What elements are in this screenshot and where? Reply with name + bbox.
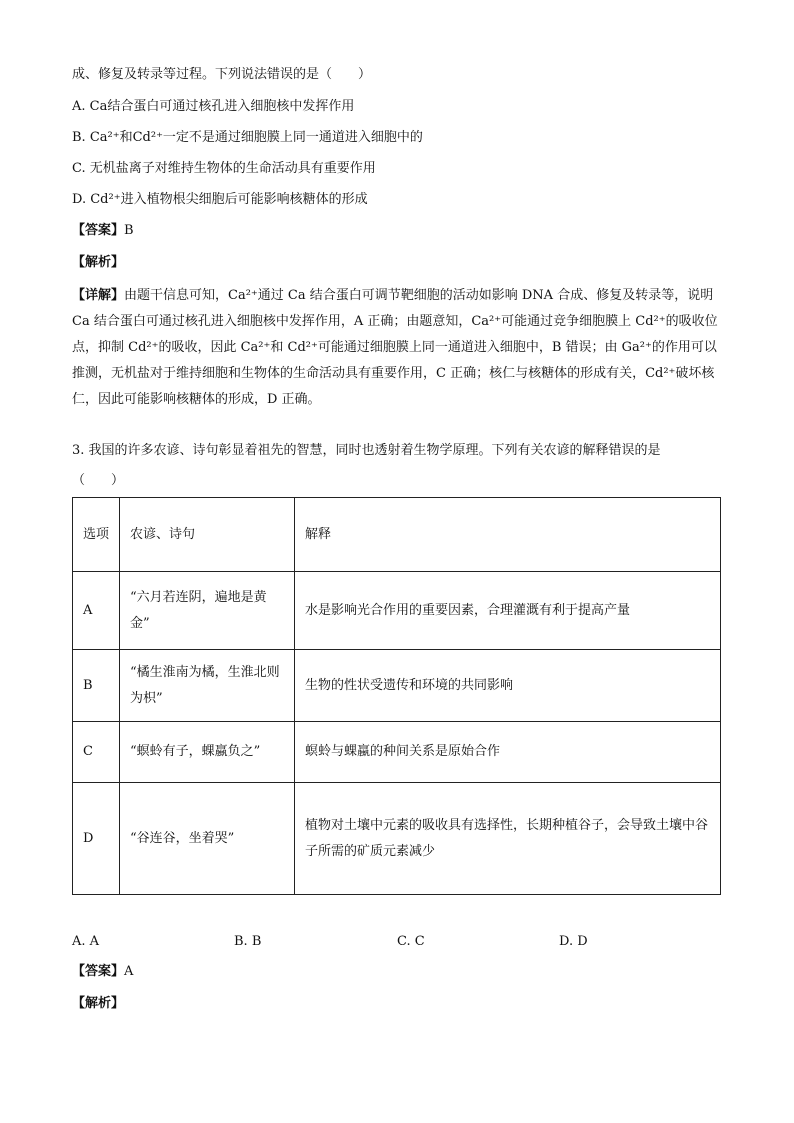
- answer-line: [72, 221, 134, 241]
- row-option: D: [73, 783, 120, 895]
- table-row: [73, 783, 721, 895]
- analysis-heading: [72, 253, 124, 273]
- row-proverb: “六月若连阴，遍地是黄金”: [120, 572, 295, 650]
- q3-answer-value: A: [124, 964, 134, 979]
- row-option: A: [73, 572, 120, 650]
- table-row: [73, 722, 721, 783]
- row-explanation: 水是影响光合作用的重要因素，合理灌溉有利于提高产量: [295, 572, 721, 650]
- row-proverb: “谷连谷，坐着哭”: [120, 783, 295, 895]
- detail-paragraph: [72, 283, 722, 413]
- row-explanation: 植物对土壤中元素的吸收具有选择性，长期种植谷子，会导致土壤中谷子所需的矿质元素减少: [295, 783, 721, 895]
- q3-option-a: A. A: [72, 934, 100, 949]
- question-3-paren: （ ）: [72, 473, 125, 488]
- option-b: B. Ca²⁺和Cd²⁺一定不是通过细胞膜上同一通道进入细胞中的: [72, 130, 423, 145]
- q3-answer-line: [72, 962, 133, 982]
- answer-tag: 【答案】: [72, 223, 125, 238]
- row-option: C: [73, 722, 120, 783]
- option-d: D. Cd²⁺进入植物根尖细胞后可能影响核糖体的形成: [72, 192, 368, 207]
- table-row: [73, 650, 721, 722]
- row-proverb: “螟蛉有子，蜾蠃负之”: [120, 722, 295, 783]
- q3-analysis-tag: 【解析】: [72, 996, 125, 1011]
- option-a: A. Ca结合蛋白可通过核孔进入细胞核中发挥作用: [72, 99, 355, 114]
- detail-text: 由题干信息可知，Ca²⁺通过 Ca 结合蛋白可调节靶细胞的活动如影响 DNA 合成、修复及转录等，说明 Ca 结合蛋白可通过核孔进入细胞核中发挥作用，A 正确；由题意知，Ca²⁺可能通过竞争细胞膜上 Cd²⁺的吸收位点，抑制 Cd²⁺的吸收，因此 Ca²⁺和 Cd²⁺可能通过细胞膜上同一通道进入细胞中，B 错误；由 Ga²⁺的作用可以推测，无机盐对于维持细胞和生物体的生命活动具有重要作用，C 正确；核仁与核糖体的形成有关，Cd²⁺破坏核仁，因此可能影响核糖体的形成，D 正确。: [72, 288, 718, 407]
- header-proverb: 农谚、诗句: [120, 498, 295, 572]
- option-c: C. 无机盐离子对维持生物体的生命活动具有重要作用: [72, 161, 376, 176]
- detail-tag: 【详解】: [72, 288, 125, 303]
- row-option: B: [73, 650, 120, 722]
- question-3-stem: 3. 我国的许多农谚、诗句彰显着祖先的智慧，同时也透射着生物学原理。下列有关农谚的解释错误的是: [72, 443, 661, 458]
- header-explanation: 解释: [295, 498, 721, 572]
- analysis-tag: 【解析】: [72, 255, 125, 270]
- q3-option-b: B. B: [234, 934, 262, 949]
- answer-value: B: [124, 223, 134, 238]
- proverb-table: [72, 497, 721, 895]
- q3-option-c: C. C: [397, 934, 425, 949]
- q3-option-d: D. D: [559, 934, 588, 949]
- table-header-row: [73, 498, 721, 572]
- header-option: 选项: [73, 498, 120, 572]
- row-explanation: 生物的性状受遗传和环境的共同影响: [295, 650, 721, 722]
- question-stem-tail: 成、修复及转录等过程。下列说法错误的是（ ）: [72, 67, 372, 82]
- row-explanation: 螟蛉与蜾蠃的种间关系是原始合作: [295, 722, 721, 783]
- row-proverb: “橘生淮南为橘，生淮北则为枳”: [120, 650, 295, 722]
- table-row: [73, 572, 721, 650]
- q3-analysis-heading: [72, 994, 124, 1014]
- q3-answer-tag: 【答案】: [72, 964, 125, 979]
